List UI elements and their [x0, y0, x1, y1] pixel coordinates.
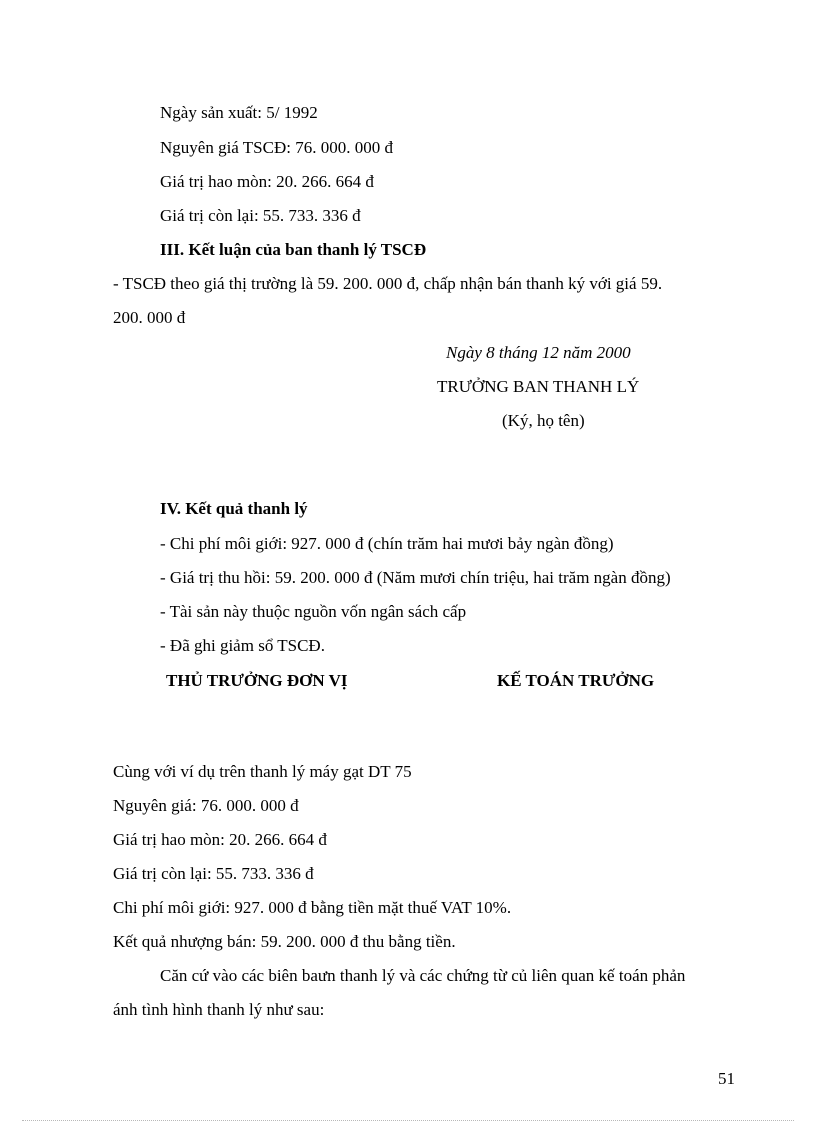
sign-right-accountant: KẾ TOÁN TRƯỞNG: [497, 671, 655, 690]
sign-left-head: THỦ TRƯỞNG ĐƠN VỊ: [166, 671, 348, 690]
example-line-depreciation: Giá trị hao mòn: 20. 266. 664 đ: [113, 830, 327, 849]
signature-date: Ngày 8 tháng 12 năm 2000: [446, 343, 631, 362]
section3-heading: III. Kết luận của ban thanh lý TSCĐ: [160, 240, 427, 259]
example-line-result: Kết quả nhượng bán: 59. 200. 000 đ thu bằng tiền.: [113, 932, 456, 951]
example-line-cost: Nguyên giá: 76. 000. 000 đ: [113, 796, 299, 815]
section4-item-ledger: - Đã ghi giảm sổ TSCĐ.: [160, 636, 325, 655]
signature-title: TRƯỞNG BAN THANH LÝ: [437, 377, 640, 396]
section4-item-brokerage: - Chi phí môi giới: 927. 000 đ (chín trăm hai mươi bảy ngàn đồng): [160, 534, 614, 553]
example-line-remaining: Giá trị còn lại: 55. 733. 336 đ: [113, 864, 314, 883]
asset-depreciation: Giá trị hao mòn: 20. 266. 664 đ: [160, 172, 374, 191]
asset-original-cost: Nguyên giá TSCĐ: 76. 000. 000 đ: [160, 138, 393, 157]
section4-item-recovery: - Giá trị thu hồi: 59. 200. 000 đ (Năm mươi chín triệu, hai trăm ngàn đồng): [160, 568, 671, 587]
page-number: 51: [718, 1069, 735, 1088]
asset-remaining-value: Giá trị còn lại: 55. 733. 336 đ: [160, 206, 361, 225]
section3-line1: - TSCĐ theo giá thị trường là 59. 200. 000 đ, chấp nhận bán thanh ký với giá 59.: [113, 274, 663, 293]
signature-note: (Ký, họ tên): [502, 411, 585, 430]
example-line-intro: Cùng với ví dụ trên thanh lý máy gạt DT 75: [113, 762, 412, 781]
example-paragraph-line1: Căn cứ vào các biên baưn thanh lý và các chứng từ củ liên quan kế toán phản: [160, 966, 686, 985]
section4-item-funding: - Tài sản này thuộc nguồn vốn ngân sách cấp: [160, 602, 467, 621]
example-line-brokerage: Chi phí môi giới: 927. 000 đ bằng tiền mặt thuế VAT 10%.: [113, 898, 512, 917]
section3-line2: 200. 000 đ: [113, 308, 186, 327]
footer-divider: [22, 1120, 794, 1121]
example-paragraph-line2: ánh tình hình thanh lý như sau:: [113, 1000, 325, 1019]
asset-manufacture-date: Ngày sản xuất: 5/ 1992: [160, 103, 318, 122]
section4-heading: IV. Kết quả thanh lý: [160, 499, 308, 518]
